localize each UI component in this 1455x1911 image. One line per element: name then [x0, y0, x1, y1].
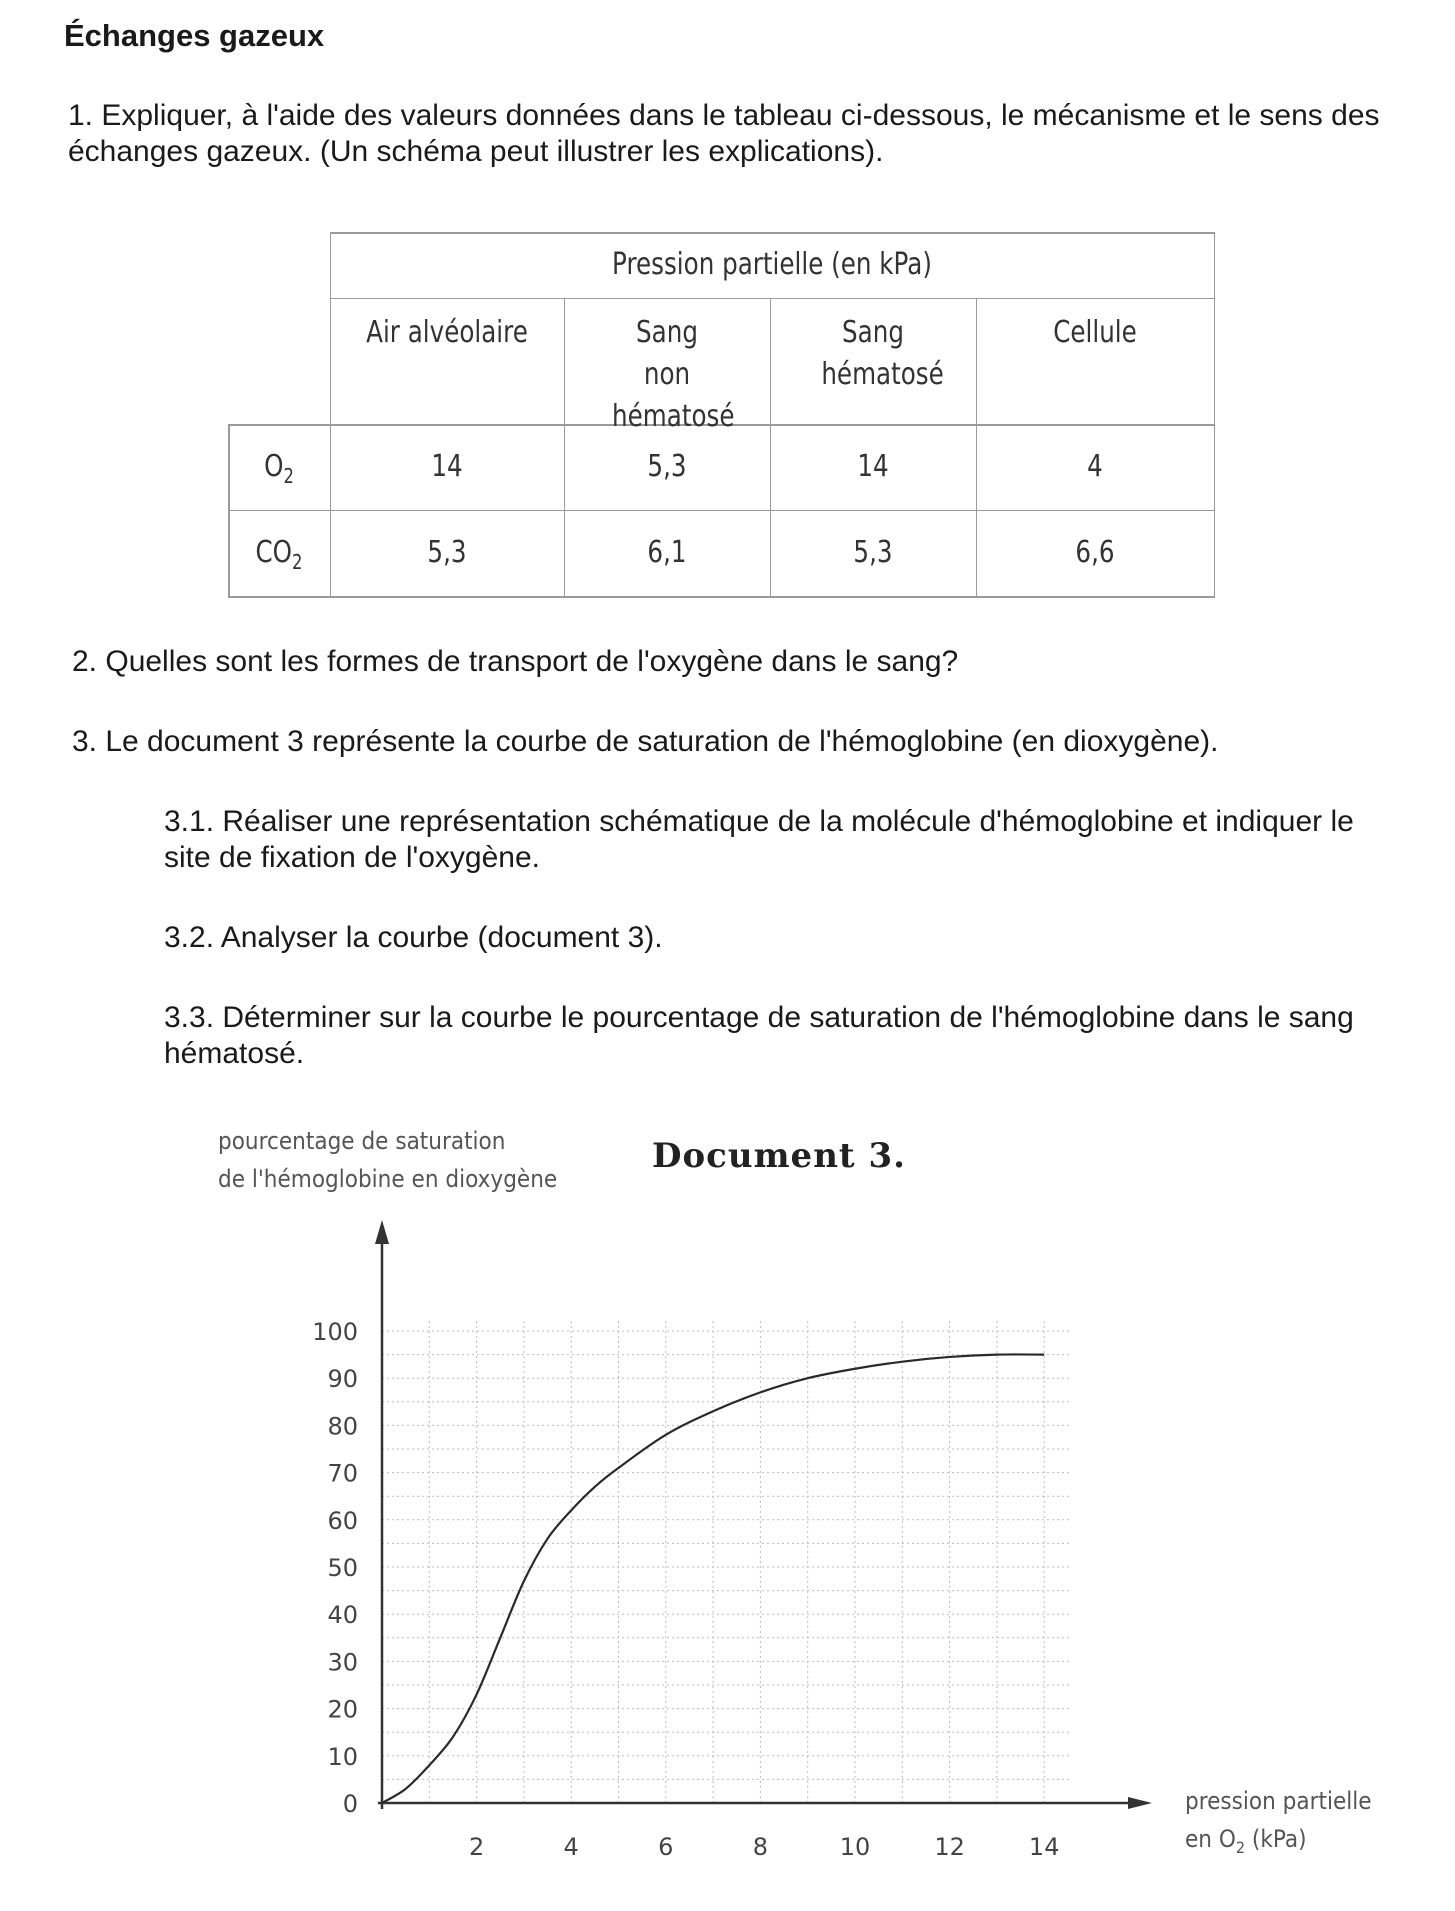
x-tick-label: 12 [934, 1833, 965, 1861]
x-axis-label-line-2: en $O_2$ (kPa) [1185, 1825, 1307, 1857]
table-cell: 6,6 [1075, 535, 1115, 570]
partial-pressure-table [0, 0, 1455, 620]
table-cell: 4 [1087, 449, 1103, 484]
column-header: Sang hématosé [821, 315, 944, 392]
y-tick-label: 30 [327, 1648, 358, 1677]
y-tick-label: 0 [342, 1790, 358, 1818]
column-header: Sang non hématosé [612, 315, 735, 434]
y-axis-label-line-1: pourcentage de saturation [218, 1127, 506, 1155]
y-tick-label: 10 [327, 1742, 358, 1771]
x-axis-arrow [1128, 1797, 1152, 1809]
y-tick-label: 20 [327, 1695, 358, 1724]
x-tick-label: 6 [658, 1833, 674, 1861]
y-tick-label: 60 [327, 1506, 358, 1535]
question-3-2: 3.2. Analyser la courbe (document 3). [164, 921, 663, 954]
row-label-o2: $O_2$ [264, 449, 294, 488]
y-axis-label-line-2: de l'hémoglobine en dioxygène [218, 1165, 558, 1193]
question-1: 1. Expliquer, à l'aide des valeurs données dans le tableau ci-dessous, le mécanisme et le sens des échanges gazeux. (Un schéma peut illustrer les explications). [68, 99, 1380, 168]
table-cell: 5,3 [647, 449, 687, 484]
table-cell: 14 [857, 449, 889, 484]
table-cell: 5,3 [427, 535, 467, 570]
x-tick-label: 10 [839, 1833, 871, 1861]
x-tick-label: 8 [752, 1833, 769, 1861]
y-tick-label: 40 [327, 1601, 358, 1630]
table-header: Pression partielle (en kPa) [612, 247, 932, 282]
question-3-1: 3.1. Réaliser une représentation schématique de la molécule d'hémoglobine et indiquer le site de fixation de l'oxygène. [164, 805, 1354, 874]
chart-title: Document 3. [652, 1136, 906, 1176]
x-axis-label-line-1: pression partielle [1185, 1787, 1372, 1815]
y-tick-label: 50 [327, 1554, 358, 1582]
y-tick-label: 70 [327, 1459, 358, 1488]
table-cell: 6,1 [647, 535, 687, 570]
x-tick-label: 4 [563, 1833, 579, 1861]
y-axis-arrow [375, 1220, 389, 1244]
column-header: Air alvéolaire [366, 315, 528, 350]
question-2: 2. Quelles sont les formes de transport de l'oxygène dans le sang? [72, 645, 959, 678]
table-cell: 5,3 [853, 535, 893, 570]
x-tick-label: 2 [468, 1833, 485, 1861]
column-header: Cellule [1053, 315, 1137, 350]
x-tick-label: 14 [1028, 1833, 1060, 1861]
page-title: Échanges gazeux [64, 18, 325, 53]
table-cell: 14 [431, 449, 463, 484]
question-3-3: 3.3. Déterminer sur la courbe le pourcentage de saturation de l'hémoglobine dans le sang hématosé. [164, 1001, 1354, 1070]
y-tick-label: 80 [327, 1412, 358, 1441]
y-tick-label: 90 [327, 1365, 358, 1394]
y-axis-label [218, 1122, 557, 1198]
y-tick-label: 100 [312, 1318, 358, 1346]
row-label-co2: $CO_2$ [255, 535, 303, 574]
saturation-chart [0, 1200, 1455, 1880]
question-3: 3. Le document 3 représente la courbe de saturation de l'hémoglobine (en dioxygène). [72, 725, 1219, 758]
